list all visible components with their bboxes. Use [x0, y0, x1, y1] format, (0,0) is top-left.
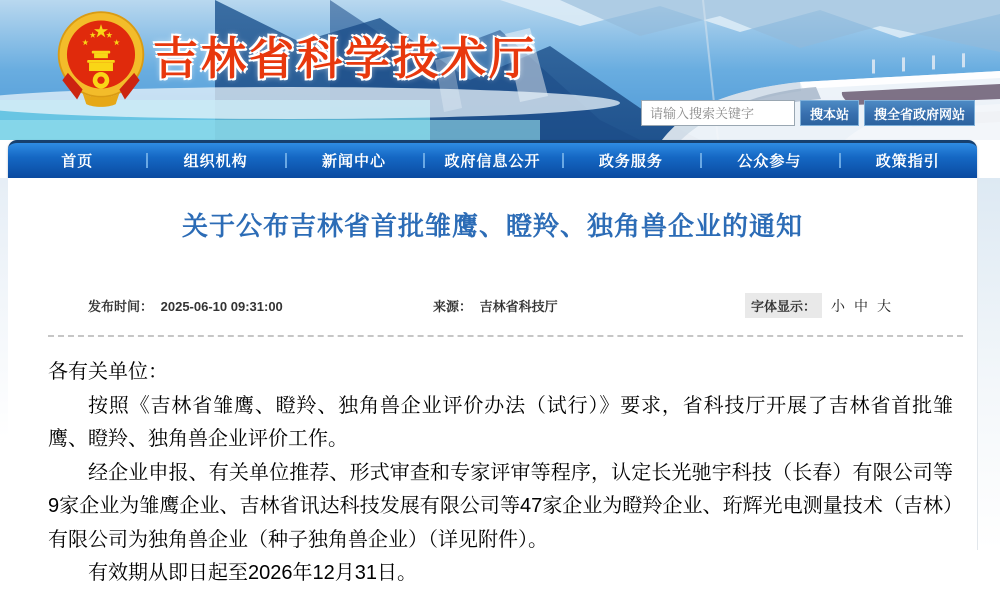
header-banner [0, 0, 1000, 140]
font-size-large-button[interactable]: 大 [877, 297, 892, 314]
publish-time [88, 296, 283, 315]
nav-item-gov-info[interactable]: 政府信息公开 [423, 143, 561, 178]
site-title: 吉林省科学技术厅 [153, 33, 538, 84]
main-nav [8, 140, 977, 178]
search-site-button[interactable]: 搜本站 [800, 100, 859, 126]
article-body [48, 356, 953, 591]
right-margin-strip [977, 178, 1000, 550]
search-gov-button[interactable]: 搜全省政府网站 [864, 100, 975, 126]
article-title: 关于公布吉林省首批雏鹰、瞪羚、独角兽企业的通知 [181, 211, 803, 241]
meta-separator [48, 335, 963, 337]
source [433, 296, 558, 315]
font-size-control [745, 293, 891, 318]
paragraph: 各有关单位： [48, 361, 168, 383]
nav-item-news[interactable]: 新闻中心 [285, 143, 423, 178]
publish-time-value: 2025-06-10 09:31:00 [160, 299, 283, 314]
source-value: 吉林省科技厅 [479, 299, 558, 314]
nav-item-policy[interactable]: 政策指引 [839, 143, 977, 178]
paragraph: 有效期从即日起至2026年12月31日。 [88, 562, 417, 584]
publish-time-label: 发布时间： [88, 299, 154, 314]
nav-item-org[interactable]: 组织机构 [146, 143, 284, 178]
font-display-label: 字体显示： [745, 293, 822, 318]
paragraph: 经企业申报、有关单位推荐、形式审查和专家评审等程序，认定长光驰宇科技（长春）有限公司等9家企业为雏鹰企业、吉林省讯达科技发展有限公司等47家企业为瞪羚企业、珩辉光电测量技术（吉林）有限公司为独角兽企业（种子独角兽企业）（详见附件）。 [48, 461, 953, 551]
font-size-medium-button[interactable]: 中 [854, 297, 869, 314]
article-meta [8, 296, 977, 318]
search-bar [641, 100, 975, 126]
article-content [8, 178, 977, 584]
nav-item-gov-service[interactable]: 政务服务 [562, 143, 700, 178]
nav-item-public[interactable]: 公众参与 [700, 143, 838, 178]
nav-item-home[interactable]: 首页 [61, 153, 94, 170]
national-emblem-icon [55, 6, 147, 114]
paragraph: 按照《吉林省雏鹰、瞪羚、独角兽企业评价办法（试行）》要求，省科技厅开展了吉林省首批雏鹰、瞪羚、独角兽企业评价工作。 [48, 394, 953, 450]
source-label: 来源： [433, 299, 473, 314]
search-input[interactable] [641, 100, 795, 126]
font-size-small-button[interactable]: 小 [831, 297, 846, 314]
left-margin-strip [0, 178, 8, 550]
